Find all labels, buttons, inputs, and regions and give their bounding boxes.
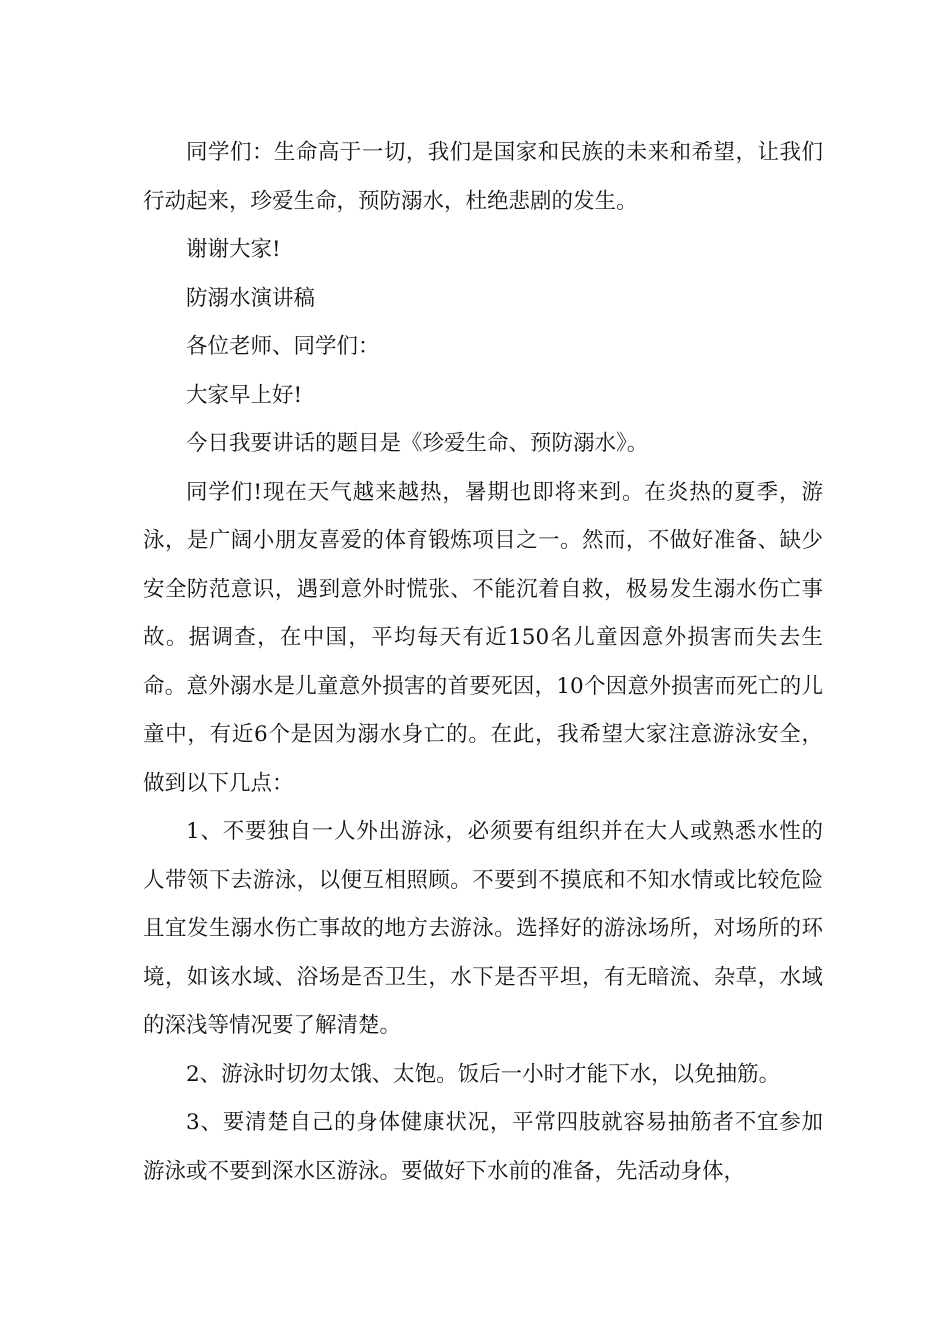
paragraph-thanks: 谢谢大家! xyxy=(186,237,281,262)
speech-title: 防溺水演讲稿 xyxy=(186,285,316,311)
paragraph-greeting: 大家早上好! xyxy=(186,382,303,408)
paragraph-point-2: 2、游泳时切勿太饿、太饱。饭后一小时才能下水，以免抽筋。 xyxy=(186,1061,781,1087)
document-body xyxy=(143,129,823,1196)
paragraph-topic: 今日我要讲话的题目是《珍爱生命、预防溺水》。 xyxy=(186,431,649,456)
paragraph-closing-appeal: 同学们：生命高于一切，我们是国家和民族的未来和希望，让我们行动起来，珍爱生命，预防溺水，杜绝悲剧的发生。 xyxy=(143,140,823,214)
paragraph-salutation: 各位老师、同学们： xyxy=(186,334,380,359)
paragraph-point-1: 1、不要独自一人外出游泳，必须要有组织并在大人或熟悉水性的人带领下去游泳，以便互相照顾。不要到不摸底和不知水情或比较危险且宜发生溺水伤亡事故的地方去游泳。选择好的游泳场所，对场所的环境，如该水域、浴场是否卫生，水下是否平坦，有无暗流、杂草，水域的深浅等情况要了解清楚。 xyxy=(143,819,823,1038)
paragraph-point-3: 3、要清楚自己的身体健康状况，平常四肢就容易抽筋者不宜参加游泳或不要到深水区游泳。要做好下水前的准备，先活动身体， xyxy=(143,1110,823,1184)
paragraph-intro: 同学们!现在天气越来越热，暑期也即将来到。在炎热的夏季，游泳，是广阔小朋友喜爱的体育锻炼项目之一。然而，不做好准备、缺少安全防范意识，遇到意外时慌张、不能沉着自救，极易发生溺水伤亡事故。据调查，在中国，平均每天有近150名儿童因意外损害而失去生命。意外溺水是儿童意外损害的首要死因，10个因意外损害而死亡的儿童中，有近6个是因为溺水身亡的。在此，我希望大家注意游泳安全，做到以下几点： xyxy=(143,479,823,796)
